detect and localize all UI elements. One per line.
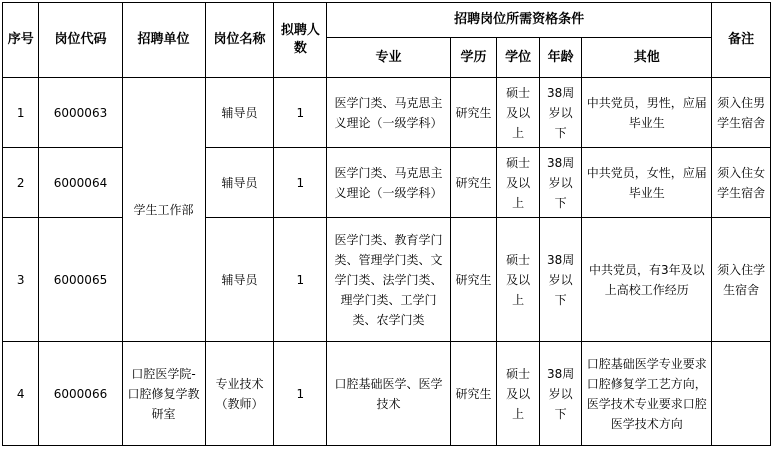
cell-major: 医学门类、马克思主义理论（一级学科） (327, 148, 451, 218)
cell-degree: 硕士及以上 (497, 78, 540, 148)
cell-degree: 硕士及以上 (497, 148, 540, 218)
cell-age: 38周岁以下 (539, 342, 582, 446)
cell-code: 6000063 (39, 78, 122, 148)
cell-other: 口腔基础医学专业要求口腔修复学工艺方向，医学技术专业要求口腔医学技术方向 (582, 342, 712, 446)
cell-unit: 口腔医学院-口腔修复学教研室 (122, 342, 205, 446)
cell-seq: 2 (3, 148, 39, 218)
cell-age: 38周岁以下 (539, 218, 582, 342)
cell-remark: 须入住男学生宿舍 (712, 78, 771, 148)
header-conditions: 招聘岗位所需资格条件 (327, 3, 712, 38)
header-unit: 招聘单位 (122, 3, 205, 78)
cell-count: 1 (274, 218, 327, 342)
cell-major: 医学门类、马克思主义理论（一级学科） (327, 78, 451, 148)
header-count: 拟聘人数 (274, 3, 327, 78)
cell-post: 辅导员 (205, 78, 274, 148)
cell-age: 38周岁以下 (539, 148, 582, 218)
header-degree: 学位 (497, 38, 540, 78)
header-row-1 (3, 3, 771, 38)
cell-major: 口腔基础医学、医学技术 (327, 342, 451, 446)
header-post: 岗位名称 (205, 3, 274, 78)
table-row (3, 78, 771, 148)
cell-edu: 研究生 (450, 218, 497, 342)
cell-seq: 1 (3, 78, 39, 148)
cell-degree: 硕士及以上 (497, 218, 540, 342)
table-row (3, 342, 771, 446)
cell-remark: 须入住女学生宿舍 (712, 148, 771, 218)
cell-count: 1 (274, 342, 327, 446)
cell-major: 医学门类、教育学门类、管理学门类、文学门类、法学门类、理学门类、工学门类、农学门类 (327, 218, 451, 342)
table-row (3, 148, 771, 218)
cell-seq: 3 (3, 218, 39, 342)
header-edu: 学历 (450, 38, 497, 78)
cell-code: 6000065 (39, 218, 122, 342)
header-age: 年龄 (539, 38, 582, 78)
cell-remark: 须入住学生宿舍 (712, 218, 771, 342)
cell-other: 中共党员，男性，应届毕业生 (582, 78, 712, 148)
cell-post: 辅导员 (205, 148, 274, 218)
header-seq: 序号 (3, 3, 39, 78)
cell-code: 6000064 (39, 148, 122, 218)
cell-post: 辅导员 (205, 218, 274, 342)
cell-other: 中共党员，女性，应届毕业生 (582, 148, 712, 218)
cell-edu: 研究生 (450, 78, 497, 148)
header-code: 岗位代码 (39, 3, 122, 78)
cell-edu: 研究生 (450, 148, 497, 218)
cell-remark (712, 342, 771, 446)
cell-other: 中共党员，有3年及以上高校工作经历 (582, 218, 712, 342)
cell-post: 专业技术（教师） (205, 342, 274, 446)
table-row (3, 218, 771, 342)
cell-edu: 研究生 (450, 342, 497, 446)
cell-code: 6000066 (39, 342, 122, 446)
cell-degree: 硕士及以上 (497, 342, 540, 446)
header-major: 专业 (327, 38, 451, 78)
recruitment-table (2, 2, 771, 446)
cell-unit-shared: 学生工作部 (122, 78, 205, 342)
cell-seq: 4 (3, 342, 39, 446)
header-remark: 备注 (712, 3, 771, 78)
cell-count: 1 (274, 148, 327, 218)
header-other: 其他 (582, 38, 712, 78)
cell-age: 38周岁以下 (539, 78, 582, 148)
cell-count: 1 (274, 78, 327, 148)
